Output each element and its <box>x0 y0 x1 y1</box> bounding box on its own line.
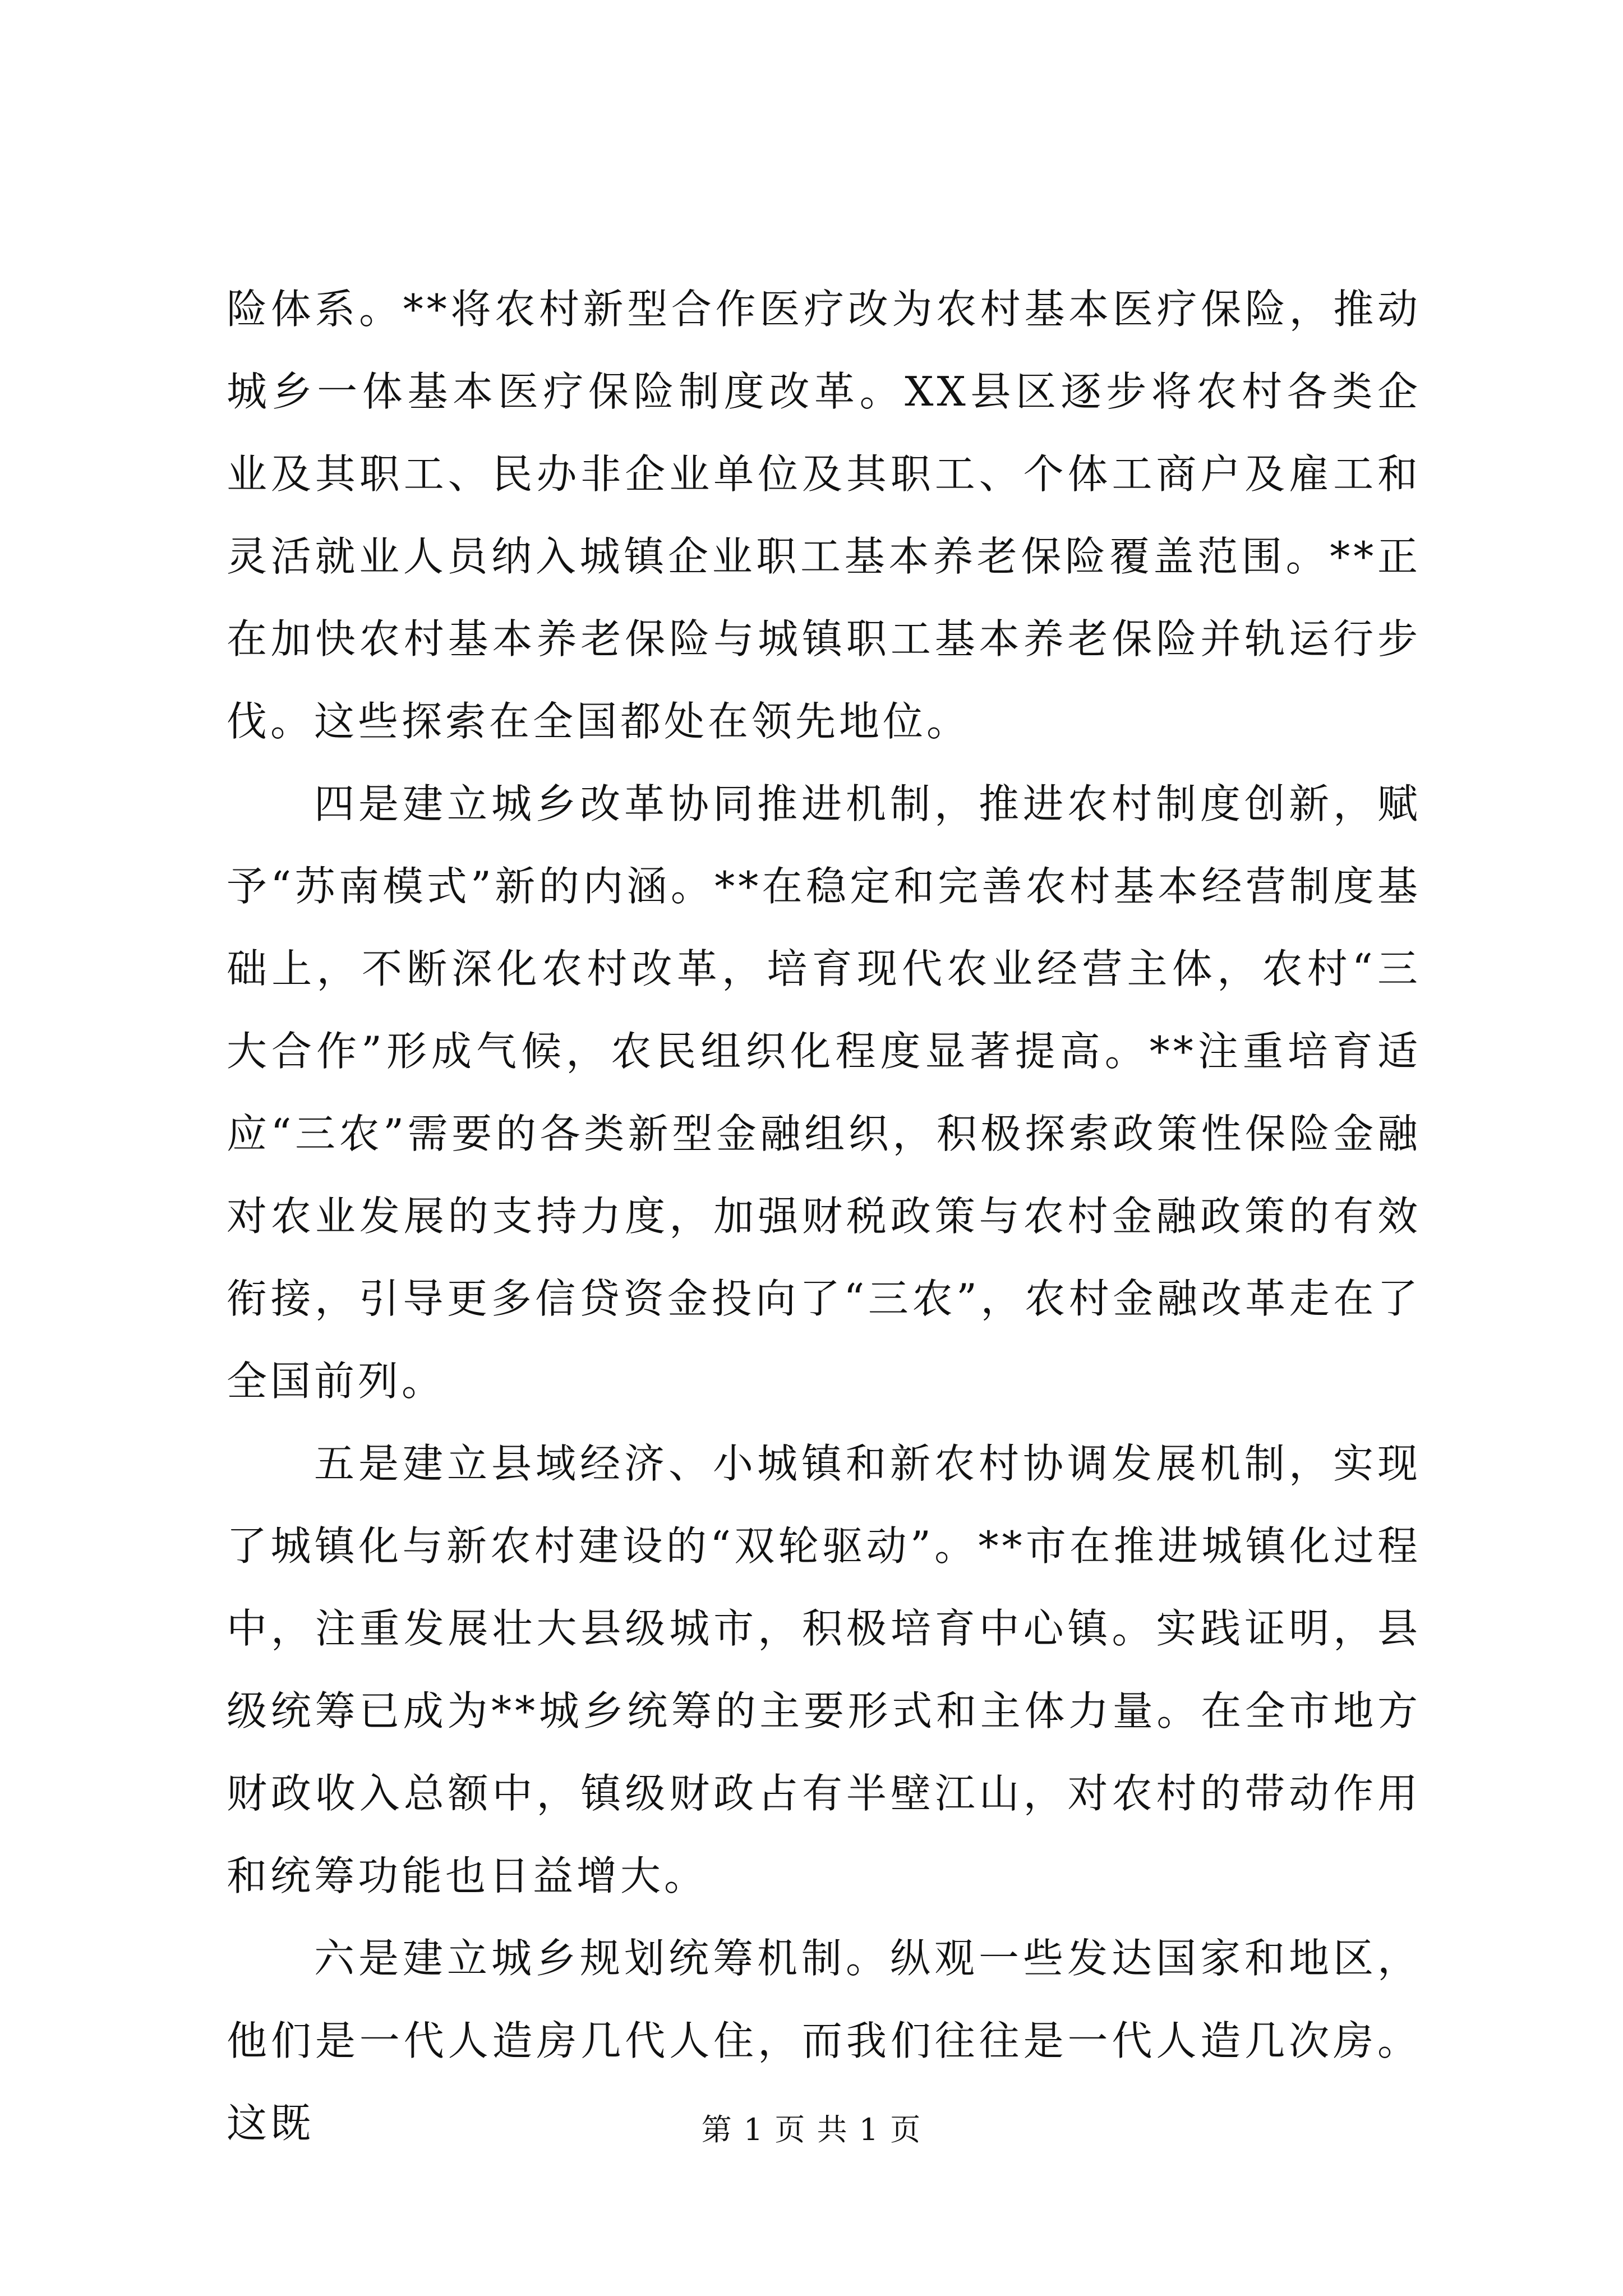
document-body <box>227 268 1421 2165</box>
paragraph-2: 四是建立城乡改革协同推进机制，推进农村制度创新，赋予“苏南模式”新的内涵。**在稳定和完善农村基本经营制度基础上，不断深化农村改革，培育现代农业经营主体，农村“三大合作”形成气候，农民组织化程度显著提高。**注重培育适应“三农”需要的各类新型金融组织，积极探索政策性保险金融对农业发展的支持力度，加强财税政策与农村金融政策的有效衔接，引导更多信贷资金投向了“三农”，农村金融改革走在了全国前列。 <box>227 780 1421 1405</box>
page-footer <box>0 2110 1623 2150</box>
page-number-label: 第 1 页 共 1 页 <box>701 2112 922 2147</box>
paragraph-3: 五是建立县域经济、小城镇和新农村协调发展机制，实现了城镇化与新农村建设的“双轮驱动”。**市在推进城镇化过程中，注重发展壮大县级城市，积极培育中心镇。实践证明，县级统筹已成为**城乡统筹的主要形式和主体力量。在全市地方财政收入总额中，镇级财政占有半壁江山，对农村的带动作用和统筹功能也日益增大。 <box>227 1440 1421 1899</box>
paragraph-4: 六是建立城乡规划统筹机制。纵观一些发达国家和地区，他们是一代人造房几代人住，而我们往往是一代人造几次房。这既 <box>227 1935 1421 2147</box>
paragraph-1: 险体系。**将农村新型合作医疗改为农村基本医疗保险，推动城乡一体基本医疗保险制度改革。XX县区逐步将农村各类企业及其职工、民办非企业单位及其职工、个体工商户及雇工和灵活就业人员纳入城镇企业职工基本养老保险覆盖范围。**正在加快农村基本养老保险与城镇职工基本养老保险并轨运行步伐。这些探索在全国都处在领先地位。 <box>227 286 1421 745</box>
